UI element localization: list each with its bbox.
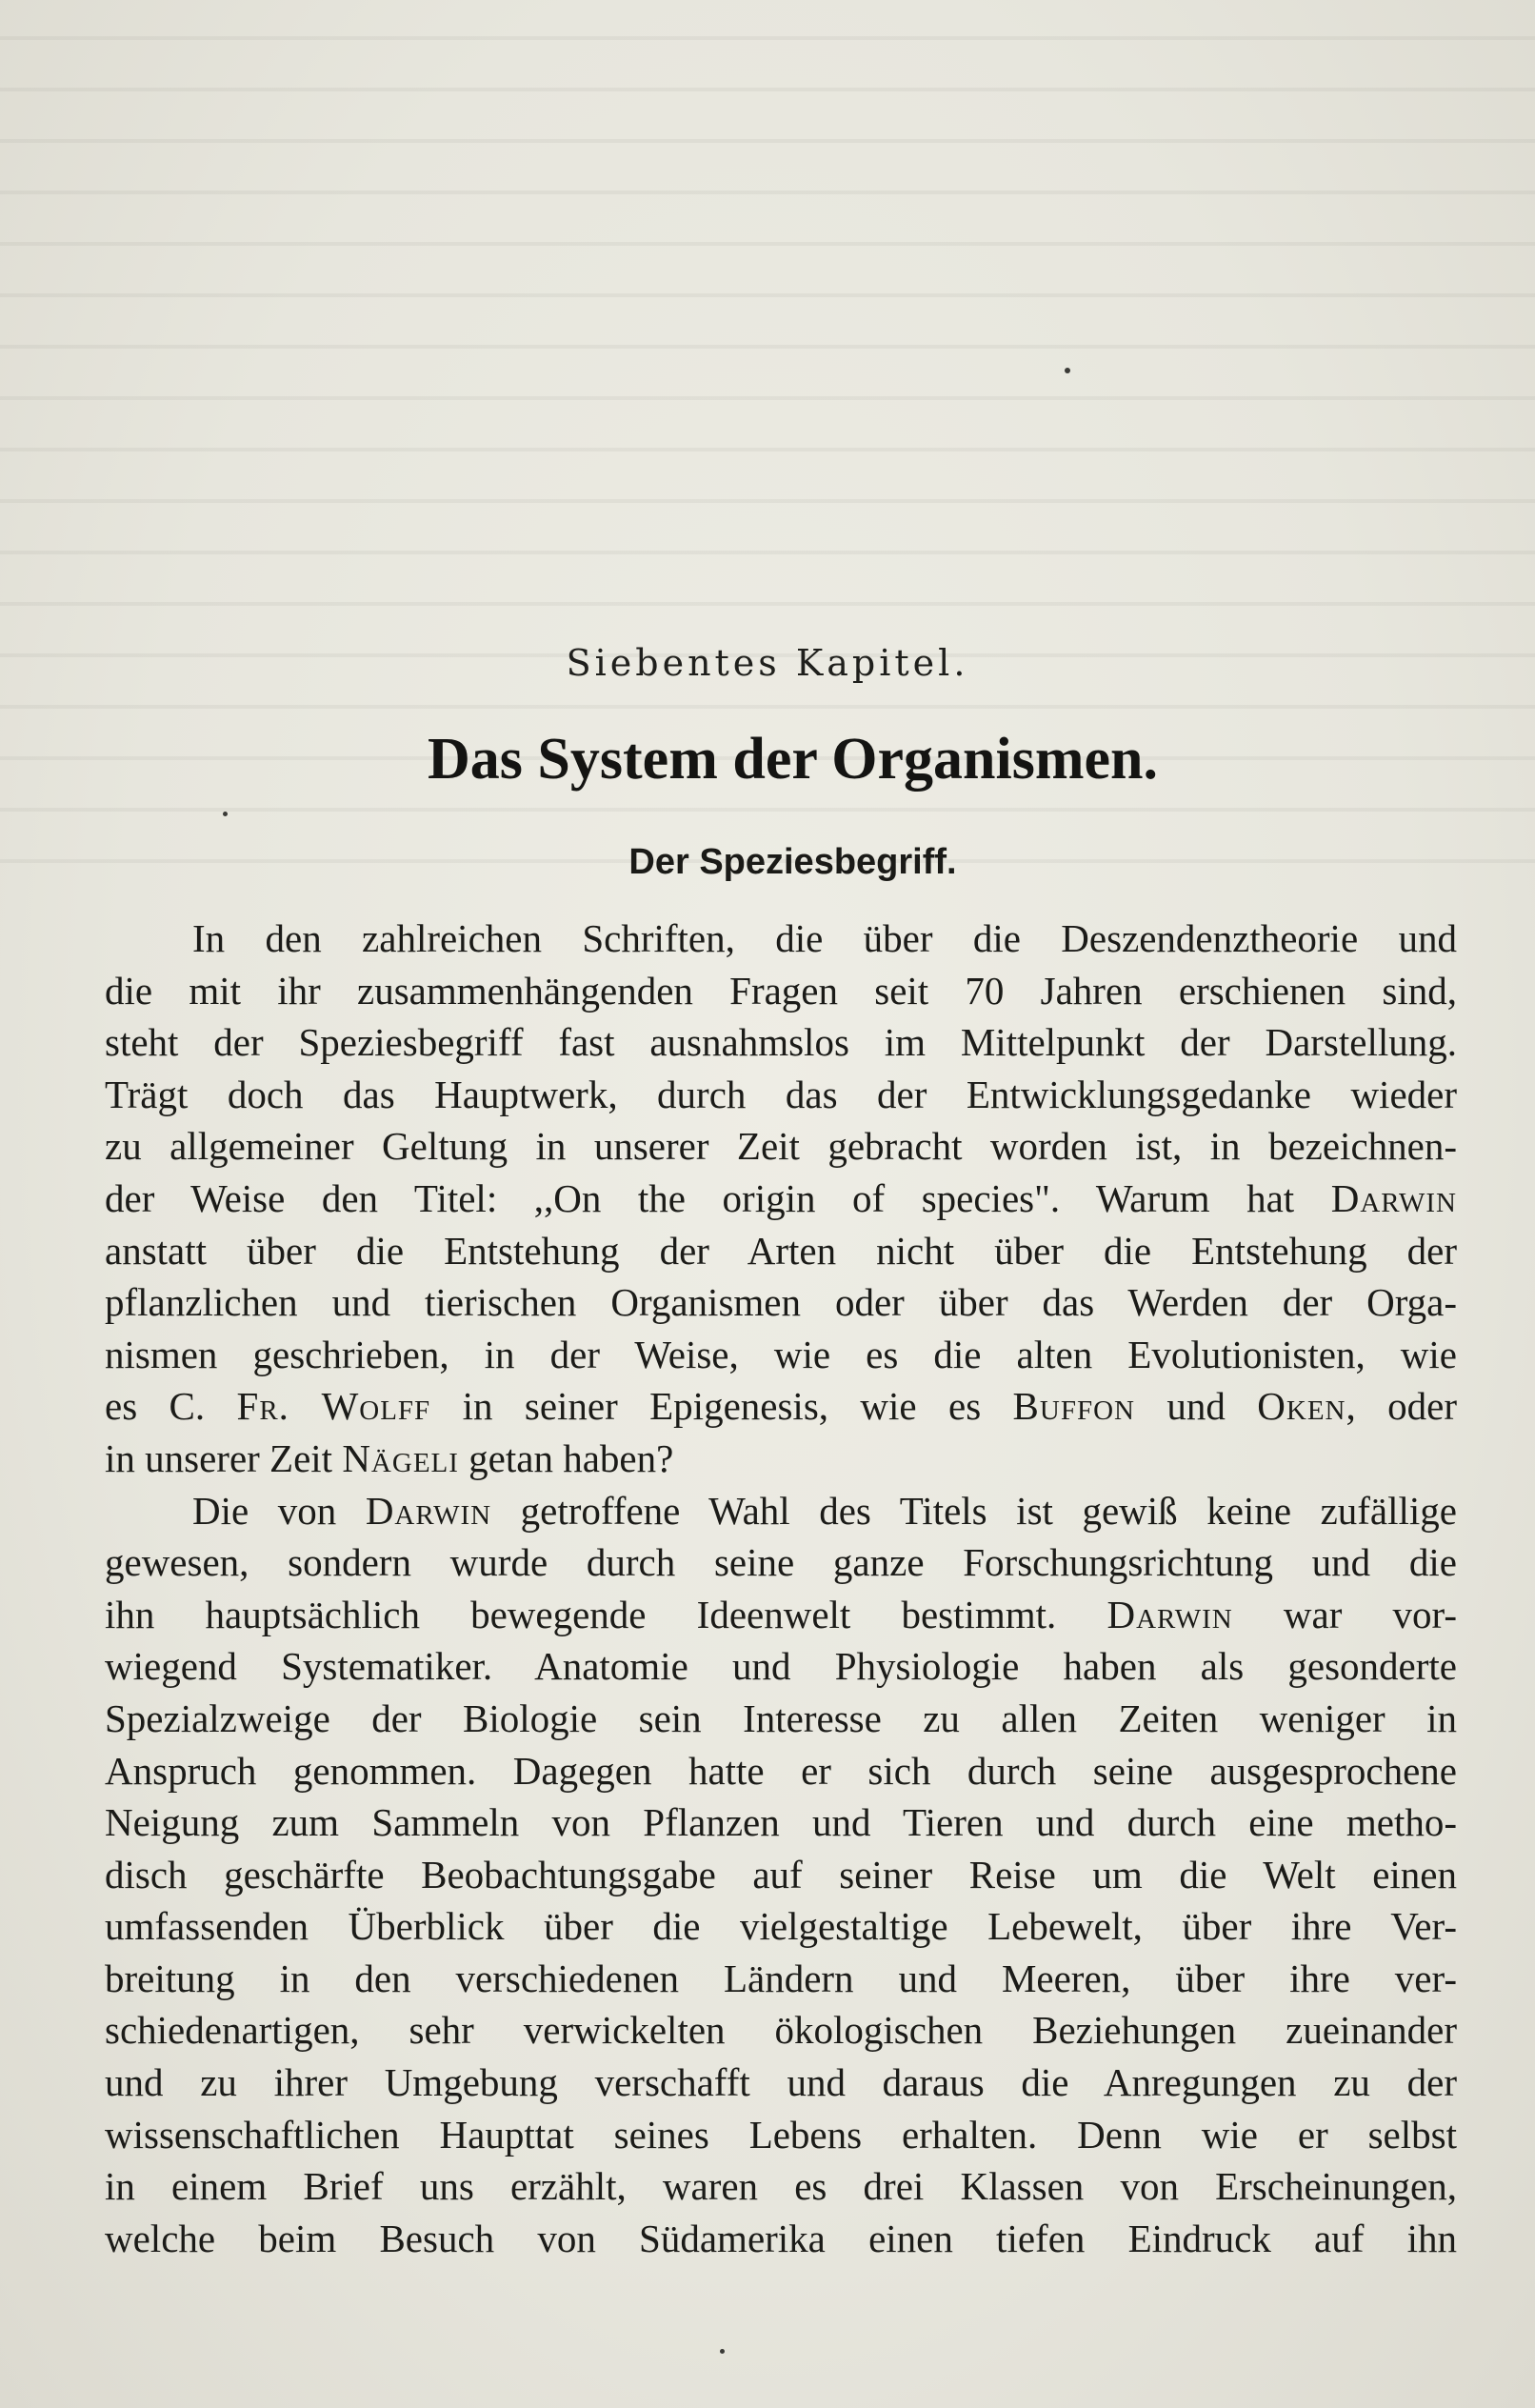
text-run: schiedenartigen, sehr verwickelten ökologischen Beziehungen zueinander: [105, 2008, 1457, 2053]
paper-speck: [720, 2349, 725, 2354]
text-run: und: [1134, 1384, 1258, 1429]
author-name: Fr. Wolff: [236, 1384, 431, 1429]
paper-speck: [1065, 368, 1070, 373]
text-run: wiegend Systematiker. Anatomie und Physiologie haben als gesonderte: [105, 1644, 1457, 1689]
text-line: [105, 1796, 1457, 1849]
text-run: es C.: [105, 1384, 237, 1429]
text-line: [105, 1380, 1457, 1433]
text-line: [105, 1589, 1457, 1641]
author-name: Buffon: [1012, 1384, 1135, 1429]
text-run: war vor-: [1232, 1592, 1457, 1636]
text-run: In den zahlreichen Schriften, die über die Deszendenztheorie und: [192, 916, 1457, 960]
paragraph: [105, 913, 1457, 1485]
text-run: in unserer Zeit: [105, 1435, 343, 1480]
text-line: [105, 1745, 1457, 1797]
text-run: der Weise den Titel: ,,On the origin of species". Warum hat: [105, 1175, 1331, 1220]
text-run: pflanzlichen und tierischen Organismen oder über das Werden der Orga-: [105, 1280, 1457, 1325]
text-line: [105, 1536, 1457, 1589]
text-run: getan haben?: [458, 1435, 674, 1480]
text-line: [105, 1225, 1457, 1277]
text-run: Neigung zum Sammeln von Pflanzen und Tieren und durch eine metho-: [105, 1800, 1457, 1845]
text-line: [105, 1693, 1457, 1745]
text-line: [105, 1069, 1457, 1121]
text-line: [105, 2057, 1457, 2109]
text-line: [105, 2109, 1457, 2161]
text-line: [105, 1173, 1457, 1225]
text-run: gewesen, sondern wurde durch seine ganze Forschungsrichtung und die: [105, 1540, 1457, 1585]
text-run: in seiner Epigenesis, wie es: [430, 1384, 1013, 1429]
text-line: [105, 1900, 1457, 1953]
text-run: Anspruch genommen. Dagegen hatte er sich durch seine ausgesprochene: [105, 1748, 1457, 1793]
author-name: Darwin: [1106, 1592, 1233, 1636]
text-run: getroffene Wahl des Titels ist gewiß keine zufällige: [491, 1488, 1457, 1533]
text-line: [105, 1276, 1457, 1329]
text-run: in einem Brief uns erzählt, waren es drei Klassen von Erscheinungen,: [105, 2164, 1457, 2209]
paragraph: [105, 1485, 1457, 2265]
text-line: [105, 1120, 1457, 1173]
text-run: die mit ihr zusammenhängenden Fragen seit 70 Jahren erschienen sind,: [105, 968, 1457, 1013]
text-run: anstatt über die Entstehung der Arten nicht über die Entstehung der: [105, 1228, 1457, 1273]
text-run: Die von: [192, 1488, 366, 1533]
text-run: umfassenden Überblick über die vielgestaltige Lebewelt, über ihre Ver-: [105, 1904, 1457, 1949]
author-name: Oken: [1257, 1384, 1346, 1429]
text-line: [105, 1016, 1457, 1069]
text-line: [105, 1953, 1457, 2005]
text-line: [105, 1849, 1457, 1901]
text-run: nismen geschrieben, in der Weise, wie es die alten Evolutionisten, wie: [105, 1332, 1457, 1376]
text-run: disch geschärfte Beobachtungsgabe auf seiner Reise um die Welt einen: [105, 1852, 1457, 1896]
text-run: und zu ihrer Umgebung verschafft und daraus die Anregungen zu der: [105, 2060, 1457, 2105]
text-run: ihn hauptsächlich bewegende Ideenwelt bestimmt.: [105, 1592, 1107, 1636]
text-run: welche beim Besuch von Südamerika einen tiefen Eindruck auf ihn: [105, 2216, 1457, 2260]
text-line: [105, 2213, 1457, 2265]
text-run: , oder: [1346, 1384, 1457, 1429]
text-run: zu allgemeiner Geltung in unserer Zeit gebracht worden ist, in bezeichnen-: [105, 1124, 1457, 1169]
text-line: [105, 1640, 1457, 1693]
text-run: steht der Speziesbegriff fast ausnahmslos im Mittelpunkt der Darstellung.: [105, 1020, 1457, 1065]
author-name: Nägeli: [342, 1435, 459, 1480]
text-line: [105, 1433, 1457, 1485]
text-line: [105, 965, 1457, 1017]
author-name: Darwin: [365, 1488, 492, 1533]
text-line: [105, 1329, 1457, 1381]
section-title: Der Speziesbegriff.: [628, 842, 957, 882]
text-run: Trägt doch das Hauptwerk, durch das der Entwicklungsgedanke wieder: [105, 1072, 1457, 1116]
text-run: wissenschaftlichen Haupttat seines Lebens erhalten. Denn wie er selbst: [105, 2112, 1457, 2157]
chapter-label: Siebentes Kapitel.: [566, 642, 969, 684]
text-line: [105, 913, 1457, 965]
author-name: Darwin: [1330, 1175, 1457, 1220]
body-text: [105, 913, 1457, 2264]
chapter-title: Das System der Organismen.: [428, 727, 1158, 792]
paper-speck: [223, 812, 228, 816]
text-line: [105, 1485, 1457, 1537]
text-line: [105, 2160, 1457, 2213]
text-line: [105, 2004, 1457, 2057]
text-run: breitung in den verschiedenen Ländern und Meeren, über ihre ver-: [105, 1956, 1457, 2000]
text-run: Spezialzweige der Biologie sein Interesse zu allen Zeiten weniger in: [105, 1696, 1457, 1740]
